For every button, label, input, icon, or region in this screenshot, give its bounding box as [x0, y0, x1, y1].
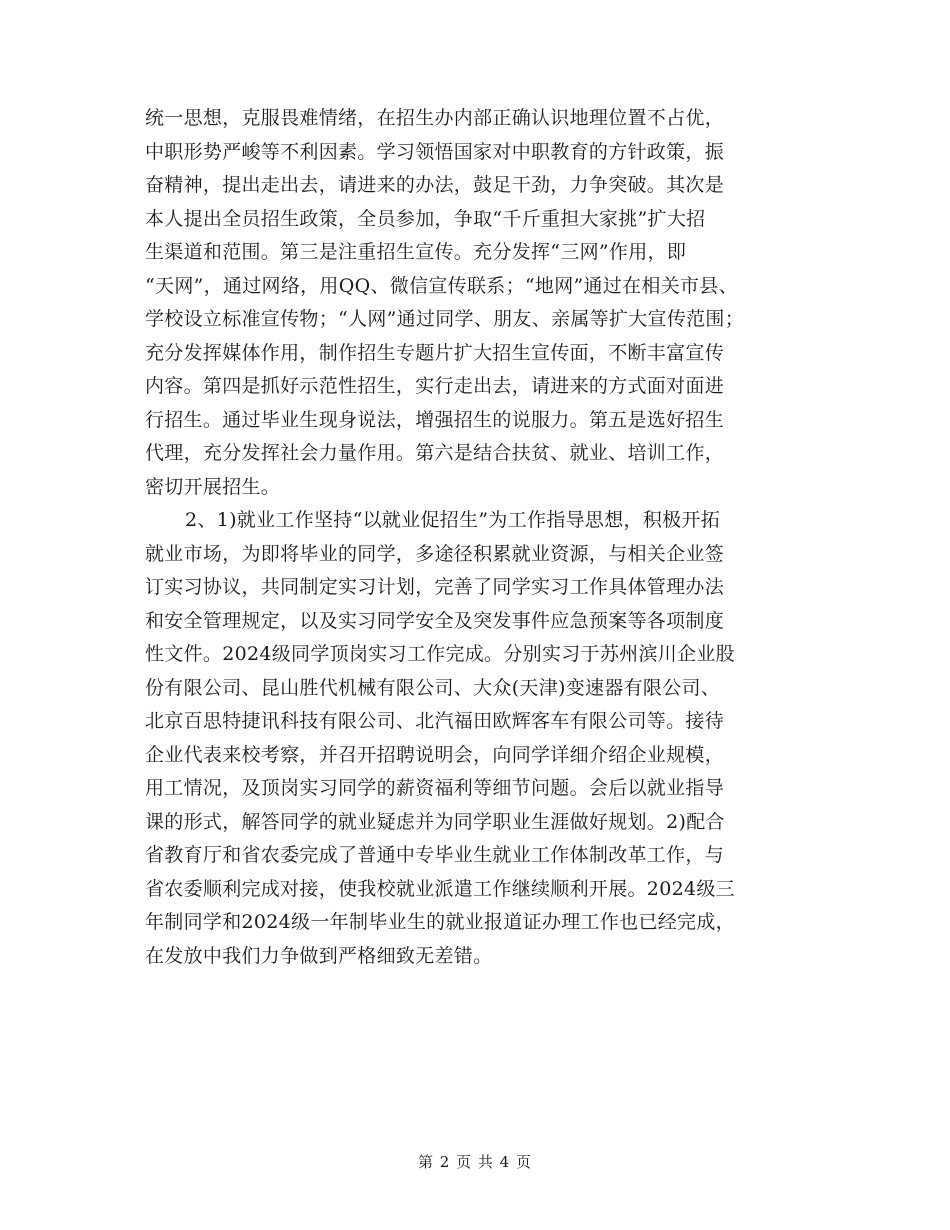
text-line: 密切开展招生。 [145, 475, 281, 498]
text-line: “天网”，通过网络，用QQ、微信宣传联系；“地网”通过在相关市县、 [145, 274, 738, 297]
text-line: 2、1)就业工作坚持“以就业促招生”为工作指导思想，积极开拓 [185, 509, 721, 531]
page-number: 第 2 页 共 4 页 [418, 1153, 532, 1171]
text-line: 代理，充分发挥社会力量作用。第六是结合扶贫、就业、培训工作， [145, 442, 725, 464]
text-line: 用工情况，及顶岗实习同学的薪资福利等细节问题。会后以就业指导 [145, 777, 725, 799]
text-line: 在发放中我们力争做到严格细致无差错。 [145, 944, 493, 967]
text-line: 省教育厅和省农委完成了普通中专毕业生就业工作体制改革工作，与 [145, 844, 725, 866]
text-line: 内容。第四是抓好示范性招生，实行走出去，请进来的方式面对面进 [145, 375, 725, 397]
text-line: 中职形势严峻等不利因素。学习领悟国家对中职教育的方针政策，振 [145, 140, 725, 163]
paragraph-2 [145, 504, 845, 973]
text-line: 和安全管理规定，以及实习同学安全及突发事件应急预案等各项制度 [145, 609, 725, 632]
document-body [145, 102, 845, 973]
text-line: 性文件。2024级同学顶岗实习工作完成。分别实习于苏州滨川企业股 [145, 643, 735, 665]
text-line: 学校设立标准宣传物；“人网”通过同学、朋友、亲属等扩大宣传范围； [145, 308, 745, 330]
text-line: 本人提出全员招生政策，全员参加，争取“千斤重担大家挑”扩大招 [145, 207, 706, 230]
text-line: 省农委顺利完成对接，使我校就业派遣工作继续顺利开展。2024级三 [145, 877, 735, 900]
text-line: 奋精神，提出走出去，请进来的办法，鼓足干劲，力争突破。其次是 [145, 174, 725, 196]
text-line: 充分发挥媒体作用，制作招生专题片扩大招生宣传面，不断丰富宣传 [145, 341, 725, 364]
text-line: 课的形式，解答同学的就业疑虑并为同学职业生涯做好规划。2)配合 [145, 810, 725, 833]
text-line: 企业代表来校考察，并召开招聘说明会，向同学详细介绍企业规模， [145, 743, 725, 766]
text-line: 统一思想，克服畏难情绪，在招生办内部正确认识地理位置不占优， [145, 107, 725, 129]
paragraph-1 [145, 102, 845, 504]
text-line: 行招生。通过毕业生现身说法，增强招生的说服力。第五是选好招生 [145, 408, 725, 431]
text-line: 就业市场，为即将毕业的同学，多途径积累就业资源，与相关企业签 [145, 542, 725, 565]
text-line: 生渠道和范围。第三是注重招生宣传。充分发挥“三网”作用，即 [145, 241, 687, 263]
text-line: 年制同学和2024级一年制毕业生的就业报道证办理工作也已经完成， [145, 911, 735, 933]
text-line: 份有限公司、昆山胜代机械有限公司、大众(天津)变速器有限公司、 [145, 676, 721, 699]
text-line: 订实习协议，共同制定实习计划，完善了同学实习工作具体管理办法 [145, 576, 725, 598]
text-line: 北京百思特捷讯科技有限公司、北汽福田欧辉客车有限公司等。接待 [145, 710, 725, 732]
